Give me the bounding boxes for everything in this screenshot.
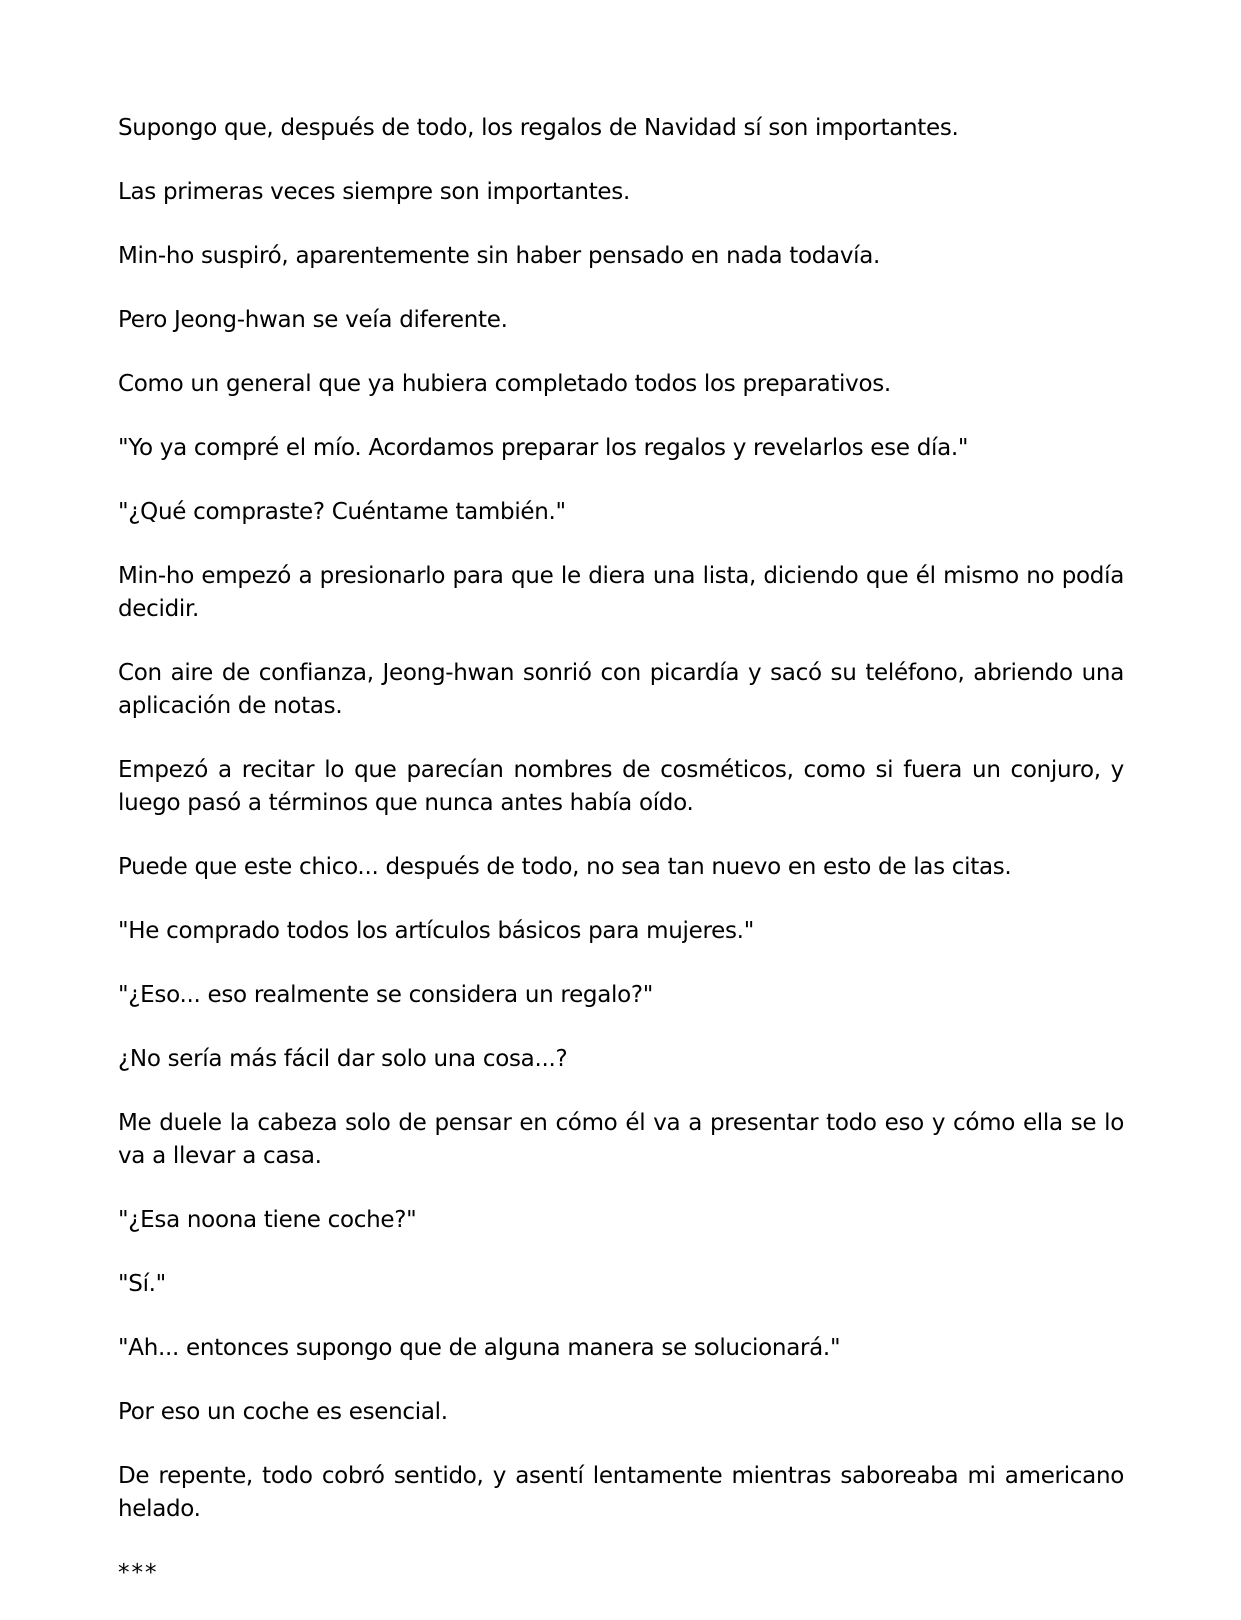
paragraph: Pero Jeong-hwan se veía diferente. bbox=[118, 307, 508, 333]
paragraph: Supongo que, después de todo, los regalos de Navidad sí son importantes. bbox=[118, 115, 959, 141]
paragraph: "¿Qué compraste? Cuéntame también." bbox=[118, 499, 566, 525]
paragraph: De repente, todo cobró sentido, y asentí lentamente mientras saboreaba mi americano helado. bbox=[118, 1463, 1124, 1522]
paragraph: Por eso un coche es esencial. bbox=[118, 1399, 448, 1425]
paragraph: Me duele la cabeza solo de pensar en cómo él va a presentar todo eso y cómo ella se lo va a llevar a casa. bbox=[118, 1110, 1124, 1169]
paragraph: Con aire de confianza, Jeong-hwan sonrió con picardía y sacó su teléfono, abriendo una aplicación de notas. bbox=[118, 660, 1124, 719]
paragraph: ¿No sería más fácil dar solo una cosa...? bbox=[118, 1046, 568, 1072]
paragraph: Min-ho suspiró, aparentemente sin haber pensado en nada todavía. bbox=[118, 243, 881, 269]
paragraph: "¿Eso... eso realmente se considera un regalo?" bbox=[118, 982, 654, 1008]
paragraph: "¿Esa noona tiene coche?" bbox=[118, 1207, 417, 1233]
paragraph: Min-ho empezó a presionarlo para que le diera una lista, diciendo que él mismo no podía decidir. bbox=[118, 563, 1124, 622]
paragraph: "Ah... entonces supongo que de alguna manera se solucionará." bbox=[118, 1335, 841, 1361]
paragraph: "Yo ya compré el mío. Acordamos preparar los regalos y revelarlos ese día." bbox=[118, 435, 969, 461]
paragraph: "He comprado todos los artículos básicos para mujeres." bbox=[118, 918, 754, 944]
paragraph: "Sí." bbox=[118, 1271, 166, 1297]
paragraph: Como un general que ya hubiera completado todos los preparativos. bbox=[118, 371, 891, 397]
paragraph: Empezó a recitar lo que parecían nombres de cosméticos, como si fuera un conjuro, y luego pasó a términos que nunca antes había oído. bbox=[118, 757, 1124, 816]
paragraph: Puede que este chico... después de todo, no sea tan nuevo en esto de las citas. bbox=[118, 854, 1012, 880]
paragraph: Las primeras veces siempre son importantes. bbox=[118, 179, 630, 205]
scene-separator: *** bbox=[118, 1560, 159, 1586]
document-page bbox=[118, 112, 1124, 1590]
